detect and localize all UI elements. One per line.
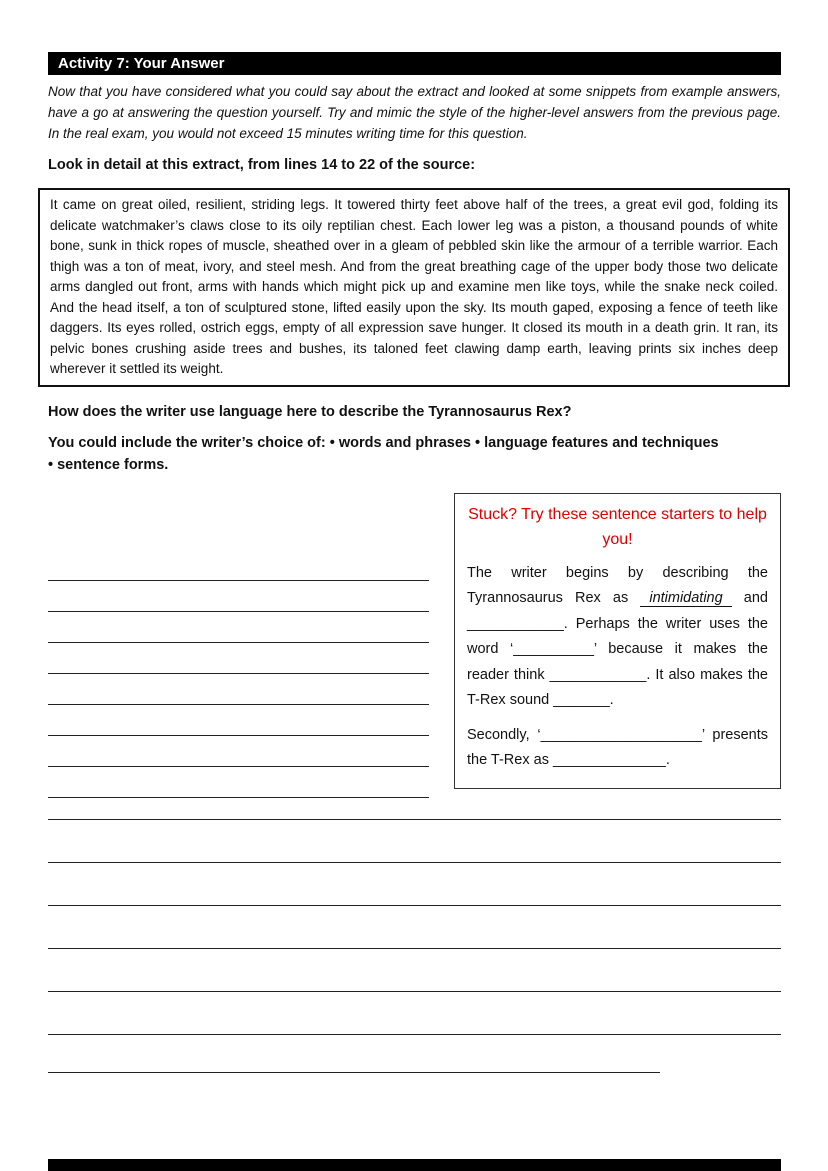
bullet-hints-line-1: You could include the writer’s choice of: • words and phrases • language features and techniques (48, 434, 719, 451)
writing-line (48, 581, 429, 612)
question-text: How does the writer use language here to describe the Tyrannosaurus Rex? (48, 403, 572, 420)
intro-paragraph: Now that you have considered what you could say about the extract and looked at some snippets from example answers, have a go at answering the question yourself. Try and mimic the style of the higher-level answers from the previous page. In the real exam, you would not exceed 15 minutes writing time for this question. (48, 84, 781, 141)
answer-lines-full (48, 798, 781, 1073)
writing-line (48, 612, 429, 643)
writing-line-full (48, 992, 781, 1035)
bullet-hints-line-2: • sentence forms. (48, 456, 169, 473)
activity-title: Activity 7: Your Answer (58, 55, 225, 72)
writing-line-short (48, 1035, 660, 1073)
starter-p1-text: The writer begins by describing the Tyrannosaurus Rex as (467, 564, 768, 606)
writing-line-full (48, 906, 781, 949)
writing-line-full (48, 949, 781, 992)
writing-line (48, 736, 429, 767)
activity-header-bar (48, 52, 781, 75)
writing-line (48, 705, 429, 736)
extract-box (38, 188, 790, 387)
sentence-starters-title: Stuck? Try these sentence starters to help you! (468, 505, 767, 548)
starter-example-word: intimidating (640, 590, 731, 607)
writing-line (48, 767, 429, 798)
answer-lines-left (48, 493, 429, 798)
page-content (48, 52, 781, 1073)
answer-and-starters-row (48, 493, 781, 798)
extract-text: It came on great oiled, resilient, striding legs. It towered thirty feet above half of the trees, a great evil god, folding its delicate watchmaker’s claws close to its oily reptilian chest. Each lower leg was a piston, a thousand pounds of white bone, sunk in thick ropes of muscle, sheathed over in a gleam of pebbled skin like the armour of a terrible warrior. Each thigh was a ton of meat, ivory, and steel mesh. And from the great breathing cage of the upper body those two delicate arms dangled out front, arms with hands which might pick up and examine men like toys, while the snake neck coiled. And the head itself, a ton of sculptured stone, lifted easily upon the sky. Its mouth gaped, exposing a fence of teeth like daggers. Its eyes rolled, ostrich eggs, empty of all expression save hunger. It closed its mouth in a death grin. It ran, its pelvic bones crushing aside trees and bushes, its taloned feet clawing damp earth, leaving prints six inches deep wherever it settled its weight. (50, 197, 778, 376)
writing-line-full (48, 820, 781, 863)
starter-paragraph-1 (467, 561, 768, 714)
writing-line (48, 674, 429, 705)
starter-paragraph-2: Secondly, ‘____________________’ presents the T-Rex as ______________. (467, 726, 768, 768)
starter-p1-continued: and ____________. Perhaps the writer uses the word ‘__________’ because it makes the reader think ____________. It also makes the T-Rex sound _______. (467, 590, 768, 708)
extract-leadin: Look in detail at this extract, from lines 14 to 22 of the source: (48, 157, 476, 173)
writing-line-full (48, 798, 781, 820)
sentence-starters-box (454, 493, 781, 789)
writing-line (48, 643, 429, 674)
next-section-bar (48, 1159, 781, 1171)
writing-line (48, 550, 429, 581)
writing-line-full (48, 863, 781, 906)
